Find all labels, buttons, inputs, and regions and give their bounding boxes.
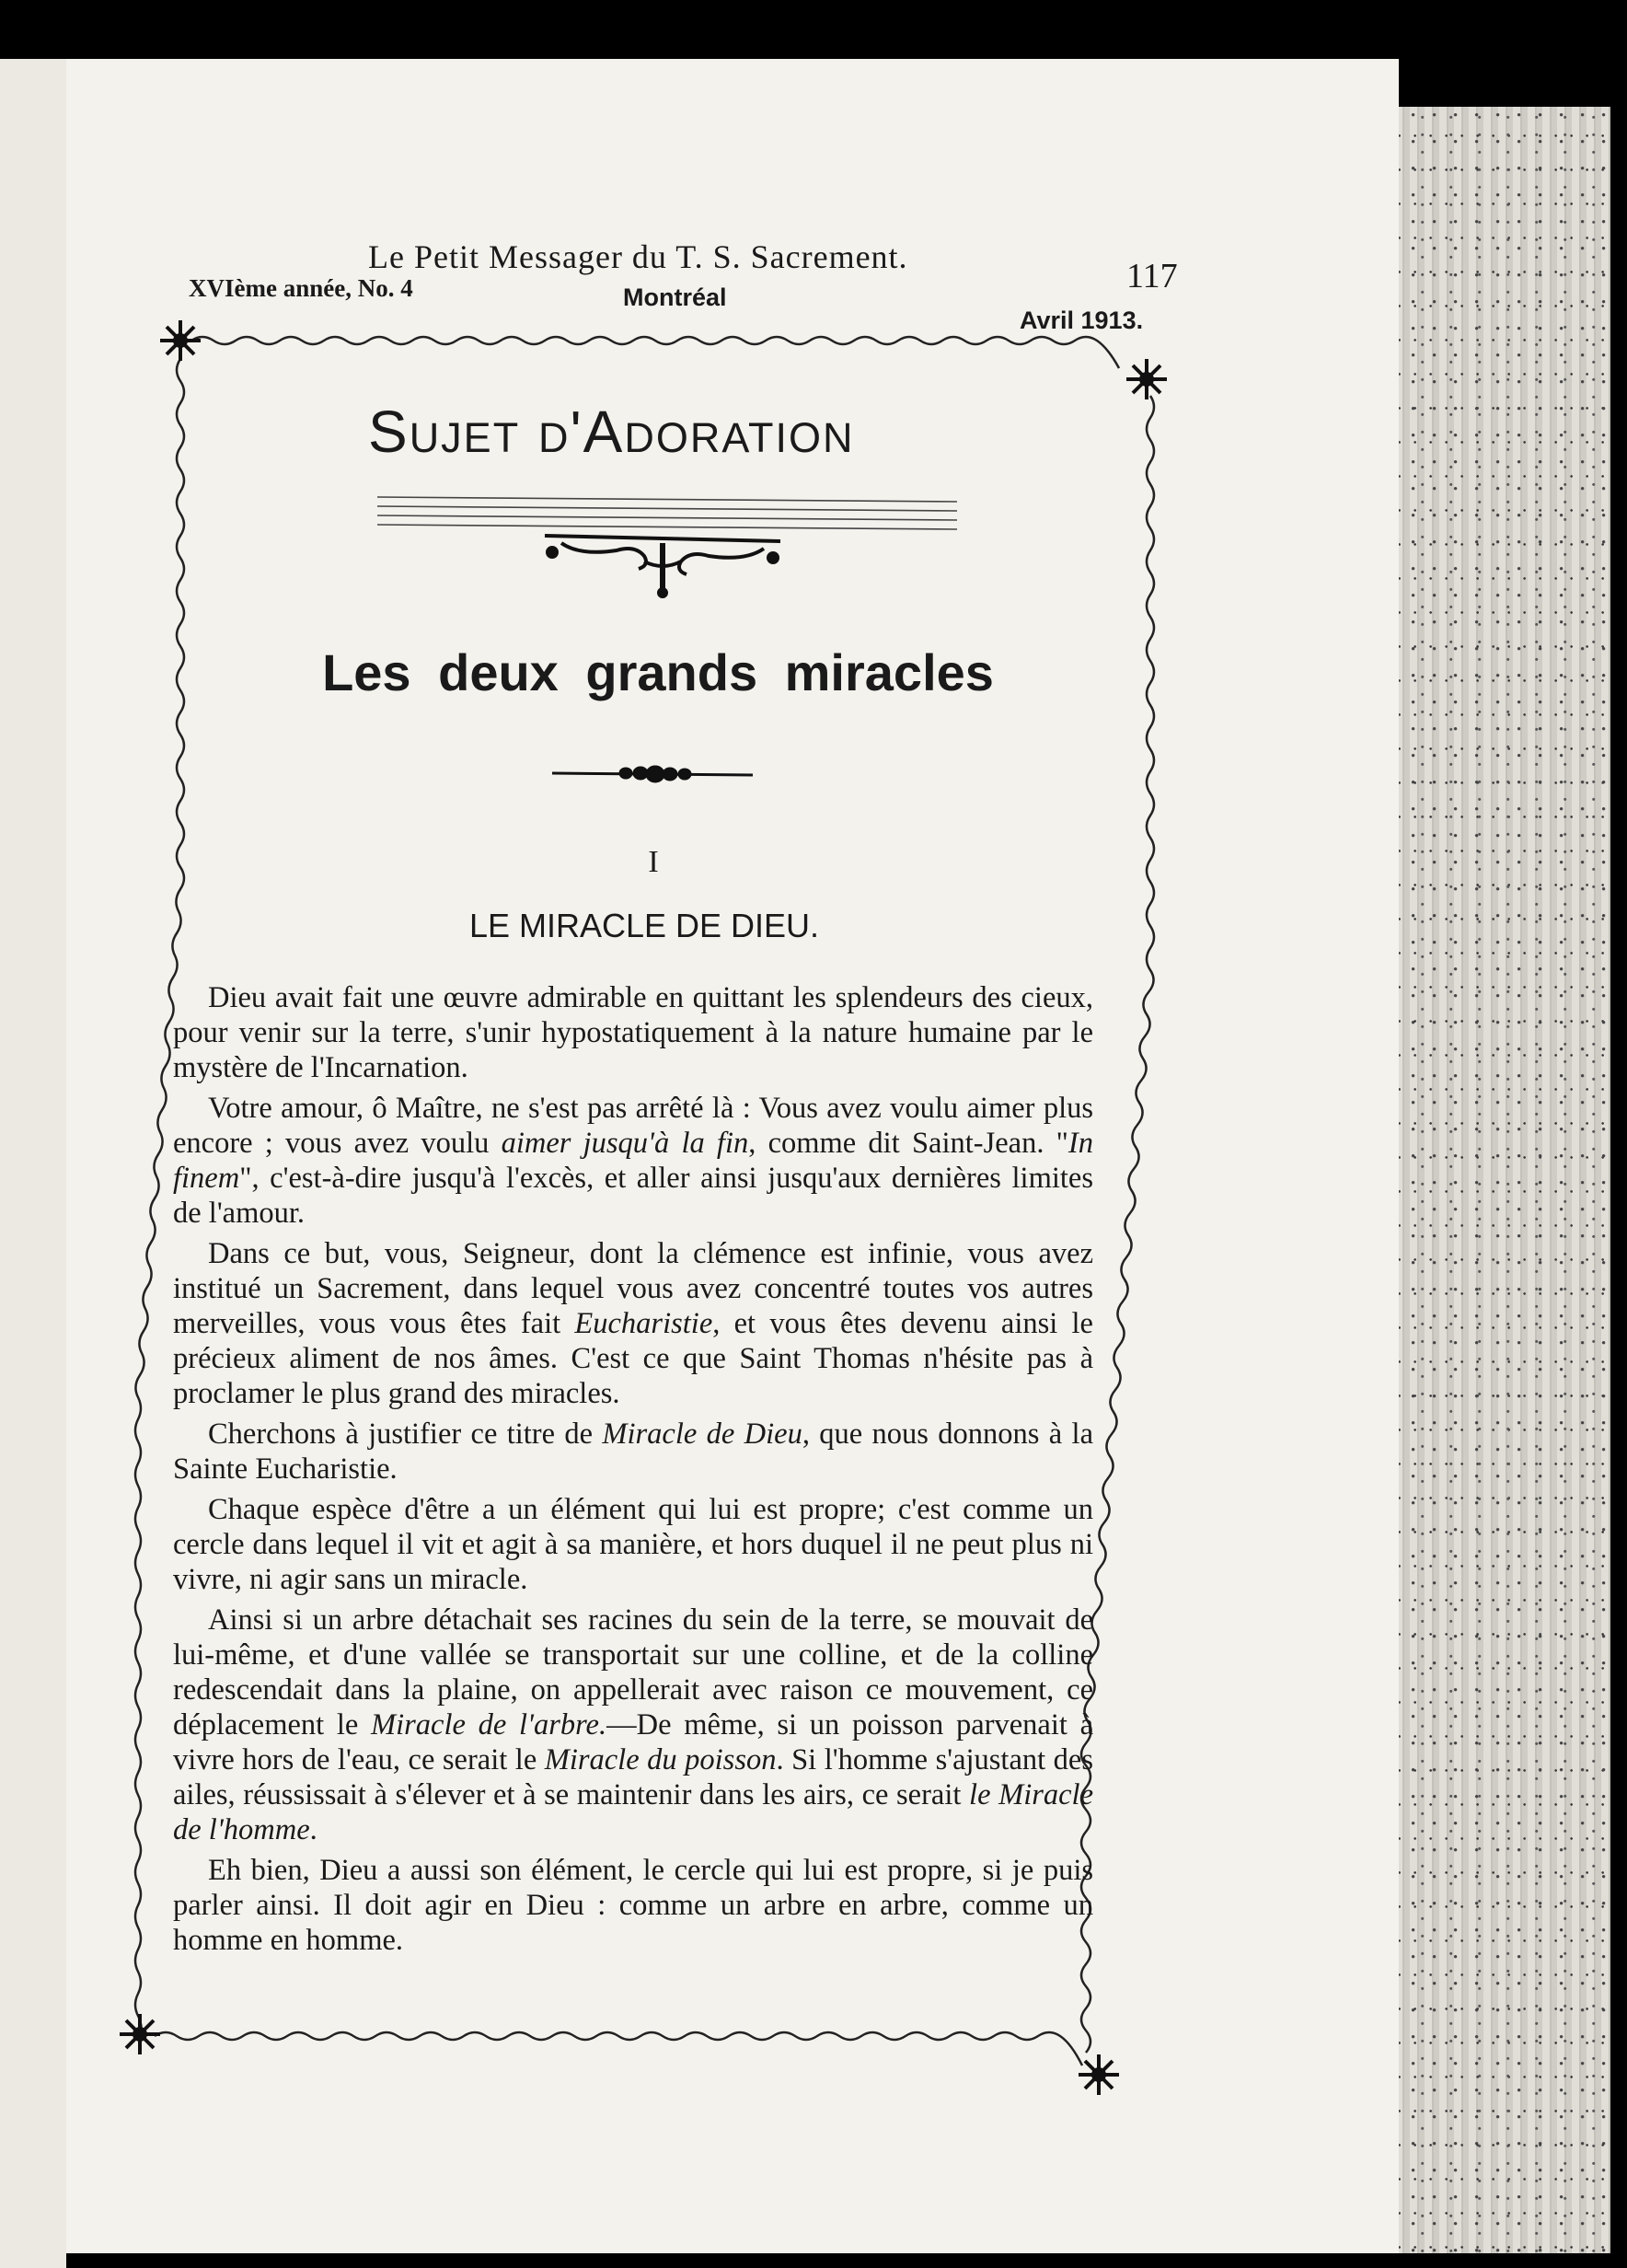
text-run: , comme dit Saint-Jean. " [748, 1127, 1068, 1160]
italic-text: Miracle de l'arbre. [371, 1708, 607, 1742]
body-paragraph [173, 1091, 1093, 1231]
italic-text: Miracle de Dieu [602, 1418, 802, 1451]
article-title: Les deux grands miracles [322, 643, 994, 701]
page-number: 117 [1126, 257, 1178, 295]
corner-ornament-bottom-left [120, 2014, 160, 2054]
volume-issue: XVIème année, No. 4 [189, 274, 413, 302]
scroll-ornament [545, 536, 780, 596]
italic-text: Miracle du poisson [544, 1743, 777, 1776]
italic-text: Eucharistie [574, 1307, 713, 1340]
body-paragraph [173, 1236, 1093, 1411]
text-run: . Si l'homme s'ajustant des ailes, réussissait à s'élever et à se maintenir dans les airs, ce serait [173, 1743, 1093, 1811]
corner-ornament-bottom-right [1079, 2054, 1119, 2095]
bead-ornament [552, 767, 753, 781]
italic-text: le Miracle de l'homme [173, 1778, 1093, 1846]
section-title: Sujet d'Adoration [368, 399, 855, 465]
italic-text: aimer jusqu'à la fin [501, 1127, 749, 1160]
text-run: Votre amour, ô Maître, ne s'est pas arrêté là : Vous avez voulu aimer plus encore ; vous avez voulu [173, 1092, 1093, 1160]
text-run: Chaque espèce d'être a un élément qui lui est propre; c'est comme un cercle dans lequel il vit et agit à sa manière, et hors duquel il ne peut plus ni vivre, ni agir sans un miracle. [173, 1493, 1093, 1596]
part-numeral: I [648, 845, 659, 879]
body-paragraph [173, 1492, 1093, 1597]
text-run: ", c'est-à-dire jusqu'à l'excès, et aller ainsi jusqu'aux dernières limites de l'amour. [173, 1162, 1093, 1230]
corner-ornament-top-right [1126, 359, 1167, 399]
italic-text: In finem [173, 1127, 1093, 1195]
city-label: Montréal [623, 284, 727, 311]
part-title: LE MIRACLE DE DIEU. [468, 907, 820, 944]
text-run: Eh bien, Dieu a aussi son élément, le cercle qui lui est propre, si je puis parler ainsi. Il doit agir en Dieu : comme un arbre en arbre, comme un homme en homme. [173, 1854, 1093, 1957]
text-run: Dans ce but, vous, Seigneur, dont la clémence est infinie, vous avez institué un Sacrement, dans lequel vous avez concentré toutes vos autres merveilles, vous vous êtes fait [173, 1237, 1093, 1340]
body-paragraph [173, 1603, 1093, 1847]
title-rule [377, 497, 957, 529]
text-run: , que nous donnons à la Sainte Eucharistie. [173, 1418, 1093, 1486]
issue-date: Avril 1913. [1020, 307, 1144, 334]
frame-top-border [191, 337, 1119, 368]
text-run: . [309, 1813, 317, 1846]
body-paragraph [173, 980, 1093, 1085]
text-run: Cherchons à justifier ce titre de [208, 1418, 603, 1451]
corner-ornament-top-left [160, 320, 201, 361]
article-body [173, 980, 1093, 1963]
text-run: Dieu avait fait une œuvre admirable en quittant les splendeurs des cieux, pour venir sur la terre, s'unir hypostatiquement à la nature humaine par le mystère de l'Incarnation. [173, 981, 1093, 1084]
text-run: , et vous êtes devenu ainsi le précieux aliment de nos âmes. C'est ce que Saint Thomas n'hésite pas à proclamer le plus grand des miracles. [173, 1307, 1093, 1410]
frame-bottom-border [155, 2032, 1082, 2066]
text-run: —De même, si un poisson parvenait à vivre hors de l'eau, ce serait le [173, 1708, 1093, 1776]
running-title: Le Petit Messager du T. S. Sacrement. [368, 238, 908, 275]
body-paragraph [173, 1853, 1093, 1958]
body-paragraph [173, 1417, 1093, 1487]
text-run: Ainsi si un arbre détachait ses racines du sein de la terre, se mouvait de lui-même, et d'une vallée se transportait sur une colline, et de la colline redescendait dans la plaine, on appellerait avec raison ce mouvement, ce déplacement le [173, 1603, 1093, 1742]
